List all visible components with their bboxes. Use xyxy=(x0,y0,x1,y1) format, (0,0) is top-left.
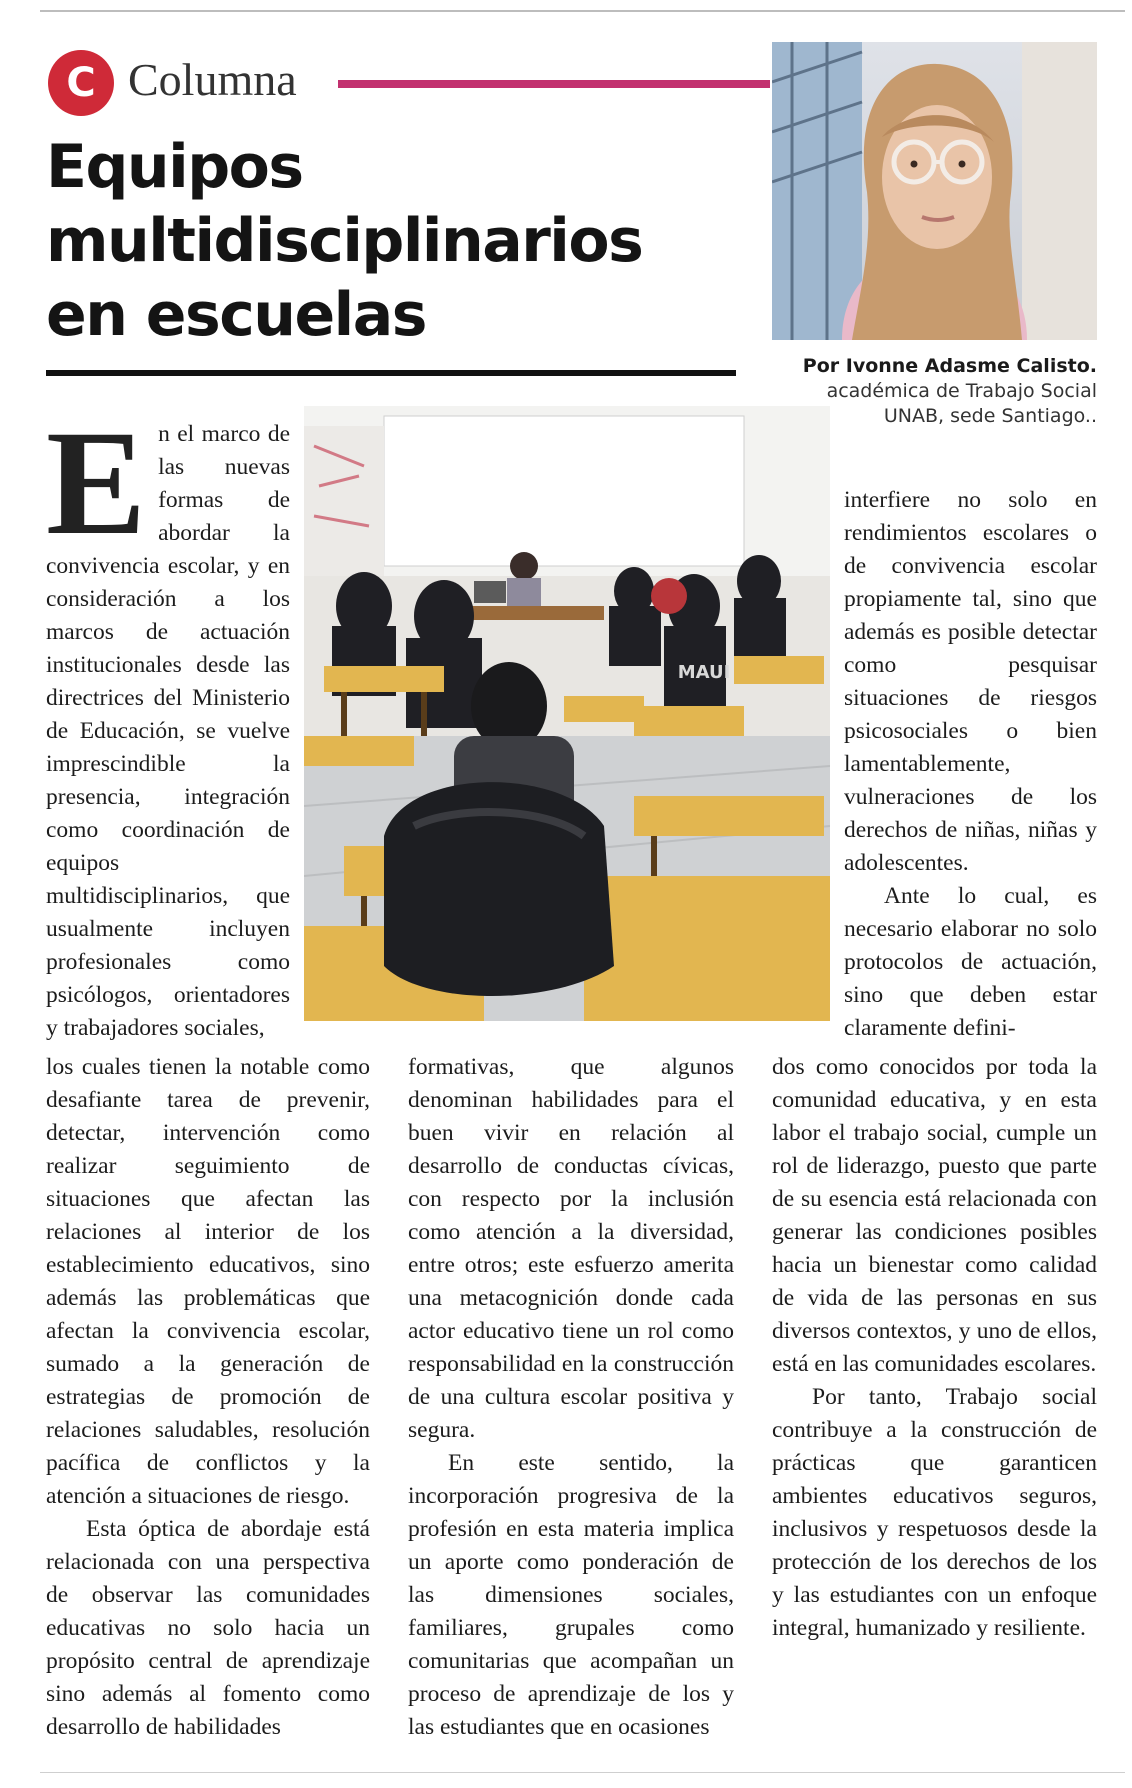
paragraph: dos como conocidos por toda la comunidad educativa, y en esta labor el trabajo social, cumple un rol de liderazgo, puesto que parte de su esencia está relacionada con generar las condiciones posibles hacia un bienestar como calidad de vida de las personas en sus diversos contextos, y uno de ellos, está en las comunidades escolares. xyxy=(772,1054,1097,1377)
paragraph: Esta óptica de abordaje está relacionada con una perspectiva de observar las comunidades educativas no solo hacia un propósito central de aprendizaje sino además al fomento como desarrollo de habilidades xyxy=(46,1516,370,1740)
paragraph: Ante lo cual, es necesario elaborar no solo protocolos de actuación, sino que deben estar claramente defini- xyxy=(844,883,1097,1041)
headline: Equipos multidisciplinarios en escuelas xyxy=(46,132,643,350)
column-1-intro xyxy=(46,400,290,1045)
column-3-top xyxy=(844,484,1097,1045)
author-portrait-illustration xyxy=(772,42,1097,340)
headline-rule xyxy=(46,370,736,376)
author-name: Por Ivonne Adasme Calisto. xyxy=(802,355,1097,377)
intro-paragraph xyxy=(46,400,290,1045)
bottom-rule xyxy=(40,1772,1125,1773)
column-1-body xyxy=(46,1051,370,1744)
section-initial: C xyxy=(66,60,96,106)
section-badge xyxy=(48,50,114,116)
paragraph: En este sentido, la incorporación progresiva de la profesión en esta materia implica un aporte como ponderación de las dimensiones sociales, familiares, grupales como comunitarias que acompañan un proceso de aprendizaje de los y las estudiantes que en ocasiones xyxy=(408,1450,734,1740)
section-label: Columna xyxy=(128,54,297,105)
classroom-illustration xyxy=(304,406,830,1021)
dropcap: E xyxy=(46,400,147,566)
paragraph: formativas, que algunos denominan habilidades para el buen vivir en relación al desarrollo de conductas cívicas, con respecto por la inclusión como atención a la diversidad, entre otros; este esfuerzo amerita una metacognición donde cada actor educativo tiene un rol como responsabilidad en la construcción de una cultura escolar positiva y segura. xyxy=(408,1054,734,1443)
intro-text: n el marco de las nuevas formas de abordar la convivencia escolar, y en consideración a los marcos de actuación institucionales desde las directrices del Ministerio de Educación, se vuelve imprescindible la presencia, integración como coordinación de equipos multidisciplinarios, que usualmente incluyen profesionales como psicólogos, orientadores y trabajadores sociales, xyxy=(46,421,290,1041)
column-3-body xyxy=(772,1051,1097,1645)
paragraph: los cuales tienen la notable como desafiante tarea de prevenir, detectar, intervención como realizar seguimiento de situaciones que afectan las relaciones al interior de los establecimiento educativos, sino además las problemáticas que afectan la convivencia escolar, sumado a la generación de estrategias de promoción de relaciones saludables, resolución pacífica de conflictos y la atención a situaciones de riesgo. xyxy=(46,1054,370,1509)
paragraph: Por tanto, Trabajo social contribuye a la construcción de prácticas que garanticen ambientes educativos seguros, inclusivos y respetuosos desde la protección de los derechos de los y las estudiantes con un enfoque integral, humanizado y resiliente. xyxy=(772,1384,1097,1641)
paragraph: interfiere no solo en rendimientos escolares o de convivencia escolar propiamente tal, sino que además es posible detectar como pesquisar situaciones de riesgos psicosociales o bien lamentablemente, vulneraciones de los derechos de niñas, niñas y adolescentes. xyxy=(844,487,1097,876)
author-role: académica de Trabajo Social xyxy=(826,380,1097,402)
author-portrait-photo xyxy=(772,42,1097,340)
top-rule xyxy=(40,10,1125,12)
section-accent-rule xyxy=(338,80,770,88)
column-2-body xyxy=(408,1051,734,1744)
classroom-photo xyxy=(304,406,830,1021)
sweatshirt-text: MAUI xyxy=(677,662,731,683)
author-affiliation: UNAB, sede Santiago.. xyxy=(883,405,1097,427)
